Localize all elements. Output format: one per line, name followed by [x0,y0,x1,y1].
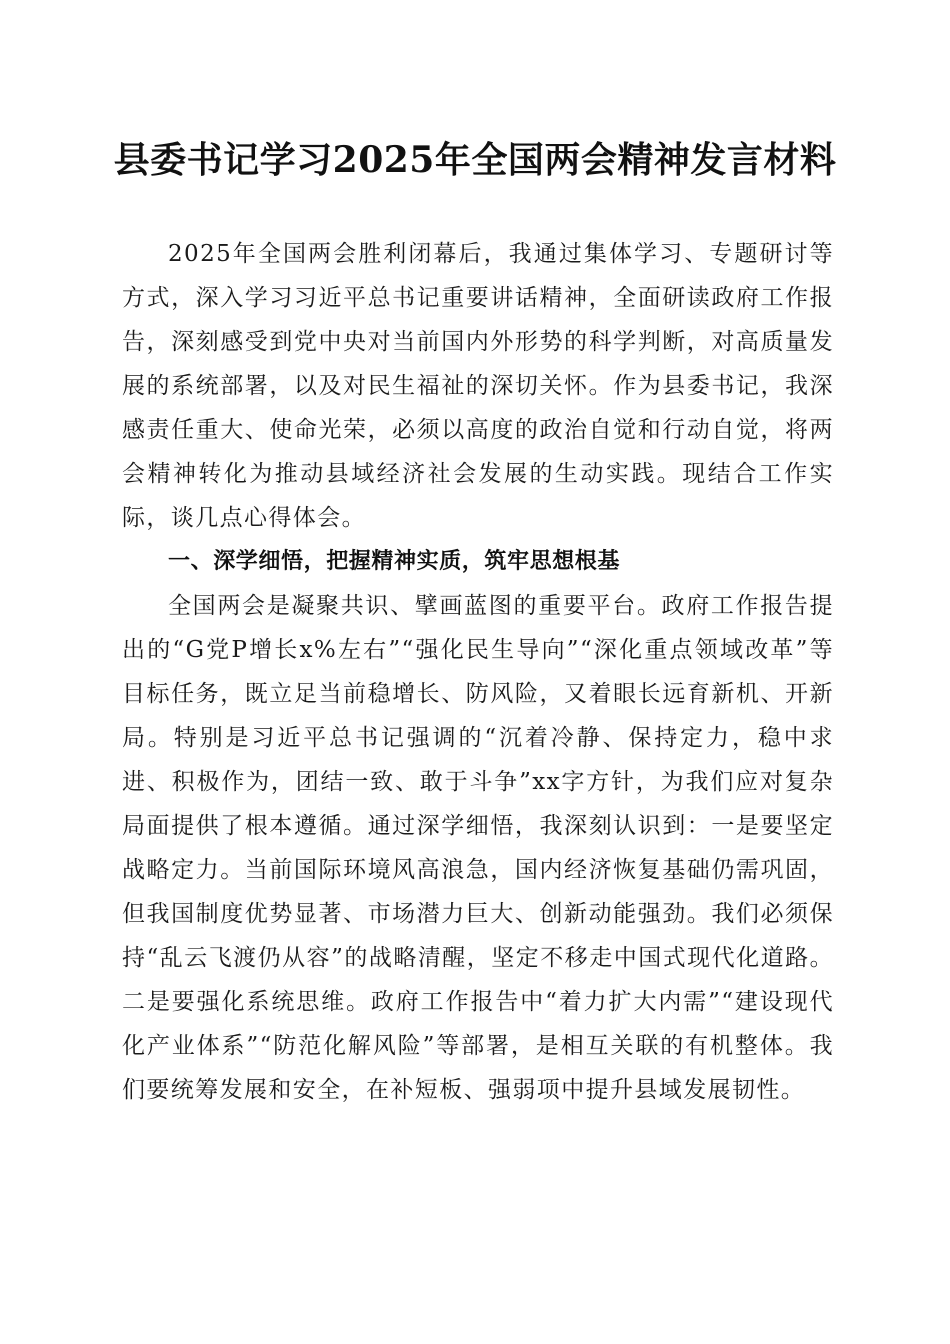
section-paragraph-1: 全国两会是凝聚共识、擘画蓝图的重要平台。政府工作报告提出的“G党P增长x%左右”“强化民生导向”“深化重点领域改革”等目标任务，既立足当前稳增长、防风险，又着眼长远育新机、开新局。特别是习近平总书记强调的“沉着冷静、保持定力，稳中求进、积极作为，团结一致、敢于斗争”xx字方针，为我们应对复杂局面提供了根本遵循。通过深学细悟，我深刻认识到：一是要坚定战略定力。当前国际环境风高浪急，国内经济恢复基础仍需巩固，但我国制度优势显著、市场潜力巨大、创新动能强劲。我们必须保持“乱云飞渡仍从容”的战略清醒，坚定不移走中国式现代化道路。二是要强化系统思维。政府工作报告中“着力扩大内需”“建设现代化产业体系”“防范化解风险”等部署，是相互关联的有机整体。我们要统筹发展和安全，在补短板、强弱项中提升县域发展韧性。 [122,593,834,1103]
document-title: 县委书记学习2025年全国两会精神发言材料 [113,139,837,181]
document-body [122,232,834,1112]
section-heading-1: 一、深学细悟，把握精神实质，筑牢思想根基 [168,549,621,574]
intro-paragraph: 2025年全国两会胜利闭幕后，我通过集体学习、专题研讨等方式，深入学习习近平总书记重要讲话精神，全面研读政府工作报告，深刻感受到党中央对当前国内外形势的科学判断，对高质量发展的系统部署，以及对民生福祉的深切关怀。作为县委书记，我深感责任重大、使命光荣，必须以高度的政治自觉和行动自觉，将两会精神转化为推动县域经济社会发展的生动实践。现结合工作实际，谈几点心得体会。 [122,241,834,531]
